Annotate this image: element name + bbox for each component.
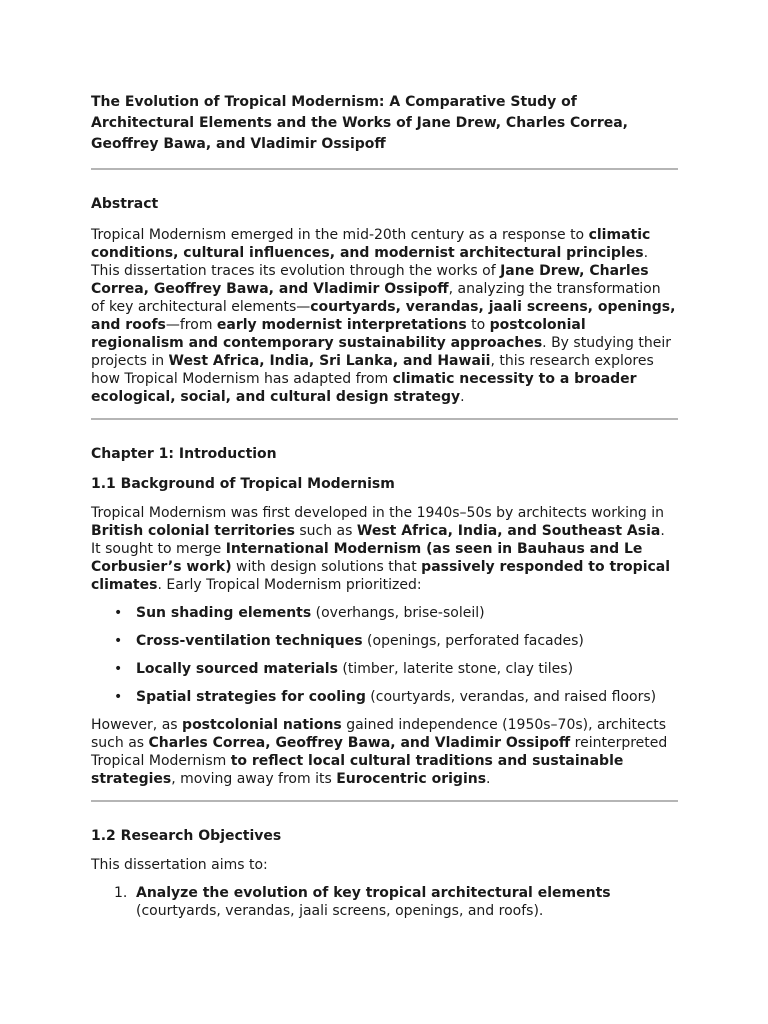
list-item-bold: Sun shading elements — [136, 605, 312, 621]
list-item-text: (courtyards, verandas, and raised floors) — [365, 689, 657, 705]
section-paragraph — [91, 716, 678, 788]
text: However, as — [91, 717, 183, 733]
section-paragraph — [91, 504, 678, 594]
bold-text: postcolonial nations — [182, 717, 342, 733]
abstract-heading: Abstract — [91, 196, 159, 212]
text: such as — [294, 523, 357, 539]
text: Tropical Modernism was first developed in the 1940s–50s by architects working in — [91, 505, 664, 521]
bold-text: West Africa, India, Sri Lanka, and Hawaii — [168, 353, 491, 369]
text: . Early Tropical Modernism prioritized: — [157, 577, 422, 593]
bold-text: climatic necessity to a broader ecological, social, and cultural design strategy — [91, 371, 637, 405]
bullet-list — [91, 604, 678, 706]
text: . This dissertation traces its evolution through the works of — [91, 245, 649, 279]
section-heading: 1.2 Research Objectives — [91, 828, 282, 844]
bullet-marker: • — [114, 661, 123, 677]
bold-text: British colonial territories — [91, 523, 295, 539]
list-item — [91, 604, 678, 622]
text: reinterpreted Tropical Modernism — [91, 735, 668, 769]
list-item-text: (courtyards, verandas, jaali screens, openings, and roofs). — [136, 903, 544, 919]
bold-text: to reflect local cultural traditions and sustainable strategies — [91, 753, 624, 787]
bold-text: climatic conditions, cultural influences, and modernist architectural principles — [91, 227, 651, 261]
text: . — [460, 389, 465, 405]
list-item — [91, 884, 678, 920]
text: . — [486, 771, 491, 787]
text: , analyzing the transformation of key architectural elements— — [91, 281, 661, 315]
list-item-bold: Locally sourced materials — [136, 661, 338, 677]
bold-text: Charles Correa, Geoffrey Bawa, and Vladimir Ossipoff — [148, 735, 571, 751]
section-heading: 1.1 Background of Tropical Modernism — [91, 476, 395, 492]
bold-text: International Modernism (as seen in Bauhaus and Le Corbusier’s work) — [91, 541, 643, 575]
text: to — [466, 317, 490, 333]
text: , moving away from its — [171, 771, 337, 787]
document-title: The Evolution of Tropical Modernism: A Comparative Study of Architectural Elements and the Works of Jane Drew, Charles Correa, Geoffrey Bawa, and Vladimir Ossipoff — [91, 94, 628, 152]
bold-text: passively responded to tropical climates — [91, 559, 671, 593]
divider — [91, 418, 678, 420]
bold-text: Jane Drew, Charles Correa, Geoffrey Bawa, and Vladimir Ossipoff — [91, 263, 649, 297]
text: , this research explores how Tropical Modernism has adapted from — [91, 353, 654, 387]
bullet-marker: • — [114, 689, 123, 705]
text: —from — [165, 317, 217, 333]
text: . By studying their projects in — [91, 335, 671, 369]
numbered-list — [91, 884, 678, 920]
text: Tropical Modernism emerged in the mid-20th century as a response to — [91, 227, 589, 243]
section-intro: This dissertation aims to: — [91, 857, 268, 873]
list-number: 1. — [114, 885, 128, 901]
bold-text: early modernist interpretations — [216, 317, 467, 333]
chapter-heading: Chapter 1: Introduction — [91, 446, 277, 462]
divider — [91, 168, 678, 170]
divider — [91, 800, 678, 802]
list-item — [91, 688, 678, 706]
list-item — [91, 632, 678, 650]
list-item-text: (overhangs, brise-soleil) — [311, 605, 485, 621]
text: with design solutions that — [231, 559, 422, 575]
bullet-marker: • — [114, 633, 123, 649]
list-item-text: (timber, laterite stone, clay tiles) — [337, 661, 574, 677]
list-item-bold: Cross-ventilation techniques — [136, 633, 363, 649]
text: gained independence (1950s–70s), architects such as — [91, 717, 667, 751]
list-item-bold: Analyze the evolution of key tropical architectural elements — [136, 885, 611, 901]
text: . It sought to merge — [91, 523, 665, 557]
bullet-marker: • — [114, 605, 123, 621]
list-item — [91, 660, 678, 678]
list-item-bold: Spatial strategies for cooling — [136, 689, 366, 705]
list-item-text: (openings, perforated facades) — [362, 633, 584, 649]
abstract-paragraph — [91, 226, 678, 406]
bold-text: postcolonial regionalism and contemporary sustainability approaches — [91, 317, 586, 351]
bold-text: West Africa, India, and Southeast Asia — [356, 523, 661, 539]
bold-text: courtyards, verandas, jaali screens, openings, and roofs — [91, 299, 676, 333]
bold-text: Eurocentric origins — [336, 771, 487, 787]
